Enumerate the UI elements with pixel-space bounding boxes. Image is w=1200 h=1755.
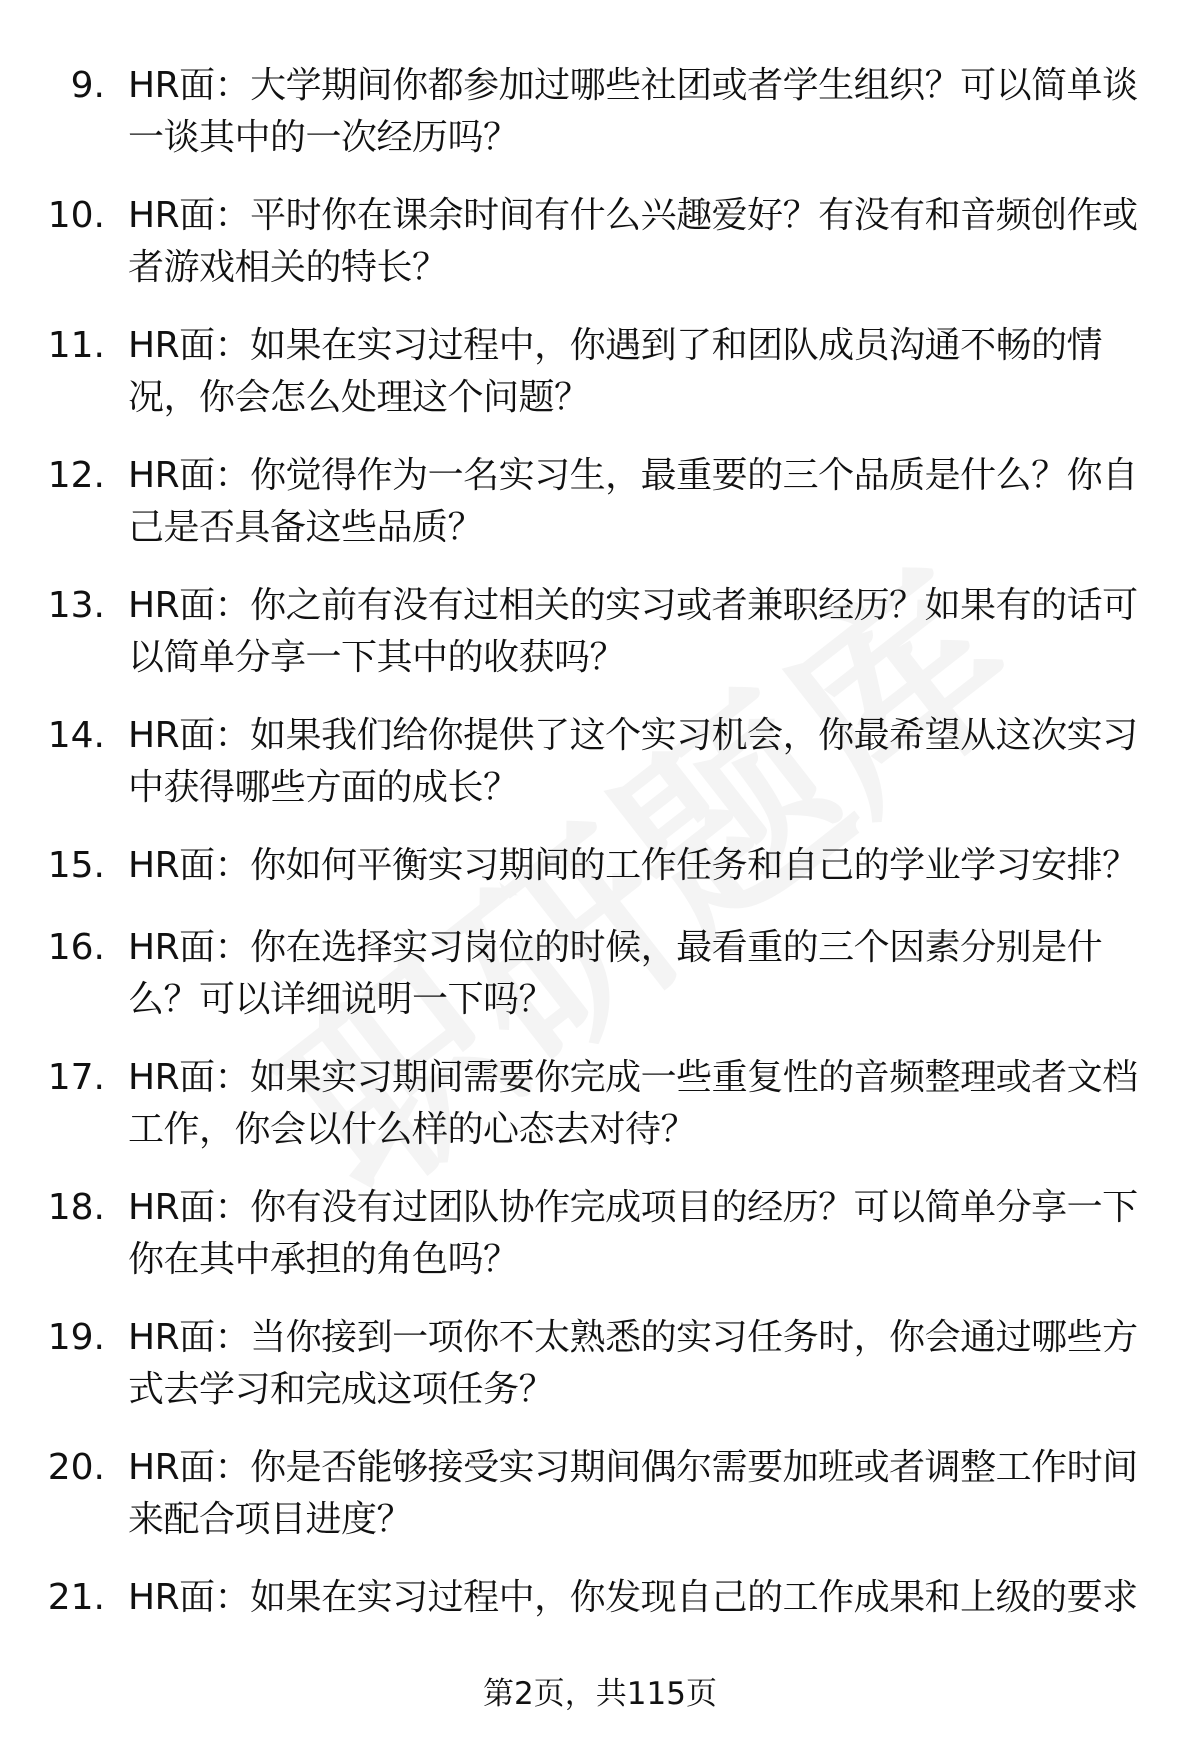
question-number: 10.	[47, 195, 105, 236]
list-item	[0, 830, 1200, 912]
question-text: HR面：平时你在课余时间有什么兴趣爱好？有没有和音频创作或者游戏相关的特长？	[128, 195, 1138, 288]
list-item	[0, 310, 1200, 440]
question-number: 11.	[47, 325, 105, 366]
question-number: 21.	[47, 1577, 105, 1618]
question-number: 18.	[47, 1187, 105, 1228]
question-text: HR面：你之前有没有过相关的实习或者兼职经历？如果有的话可以简单分享一下其中的收获吗？	[128, 585, 1138, 678]
question-number: 17.	[47, 1057, 105, 1098]
question-text: HR面：你是否能够接受实习期间偶尔需要加班或者调整工作时间来配合项目进度？	[128, 1447, 1138, 1540]
question-text: HR面：你有没有过团队协作完成项目的经历？可以简单分享一下你在其中承担的角色吗？	[128, 1187, 1138, 1280]
list-item	[0, 570, 1200, 700]
list-item	[0, 1562, 1200, 1644]
question-number: 13.	[47, 585, 105, 626]
list-item	[0, 1302, 1200, 1432]
question-number: 20.	[47, 1447, 105, 1488]
question-number: 15.	[47, 845, 105, 886]
question-number: 12.	[47, 455, 105, 496]
question-text: HR面：如果我们给你提供了这个实习机会，你最希望从这次实习中获得哪些方面的成长？	[128, 715, 1138, 808]
page-footer: 第2页，共115页	[483, 1676, 717, 1712]
list-item	[0, 700, 1200, 830]
list-item	[0, 1042, 1200, 1172]
question-text: HR面：大学期间你都参加过哪些社团或者学生组织？可以简单谈一谈其中的一次经历吗？	[128, 65, 1138, 158]
list-item	[0, 1432, 1200, 1562]
list-item	[0, 180, 1200, 310]
question-number: 14.	[47, 715, 105, 756]
list-item	[0, 50, 1200, 180]
question-number: 16.	[47, 927, 105, 968]
question-text: HR面：你觉得作为一名实习生，最重要的三个品质是什么？你自己是否具备这些品质？	[128, 455, 1138, 548]
question-number: 19.	[47, 1317, 105, 1358]
question-text: HR面：如果实习期间需要你完成一些重复性的音频整理或者文档工作，你会以什么样的心态去对待？	[128, 1057, 1138, 1150]
question-text: HR面：你如何平衡实习期间的工作任务和自己的学业学习安排？	[128, 845, 1138, 886]
question-text: HR面：当你接到一项你不太熟悉的实习任务时，你会通过哪些方式去学习和完成这项任务？	[128, 1317, 1138, 1410]
list-item	[0, 440, 1200, 570]
question-text: HR面：你在选择实习岗位的时候，最看重的三个因素分别是什么？可以详细说明一下吗？	[128, 927, 1103, 1020]
question-text: HR面：如果在实习过程中，你遇到了和团队成员沟通不畅的情况，你会怎么处理这个问题？	[128, 325, 1103, 418]
list-item	[0, 912, 1200, 1042]
question-text: HR面：如果在实习过程中，你发现自己的工作成果和上级的要求	[128, 1577, 1138, 1618]
question-list	[0, 50, 1200, 1644]
list-item	[0, 1172, 1200, 1302]
question-number: 9.	[70, 65, 105, 106]
